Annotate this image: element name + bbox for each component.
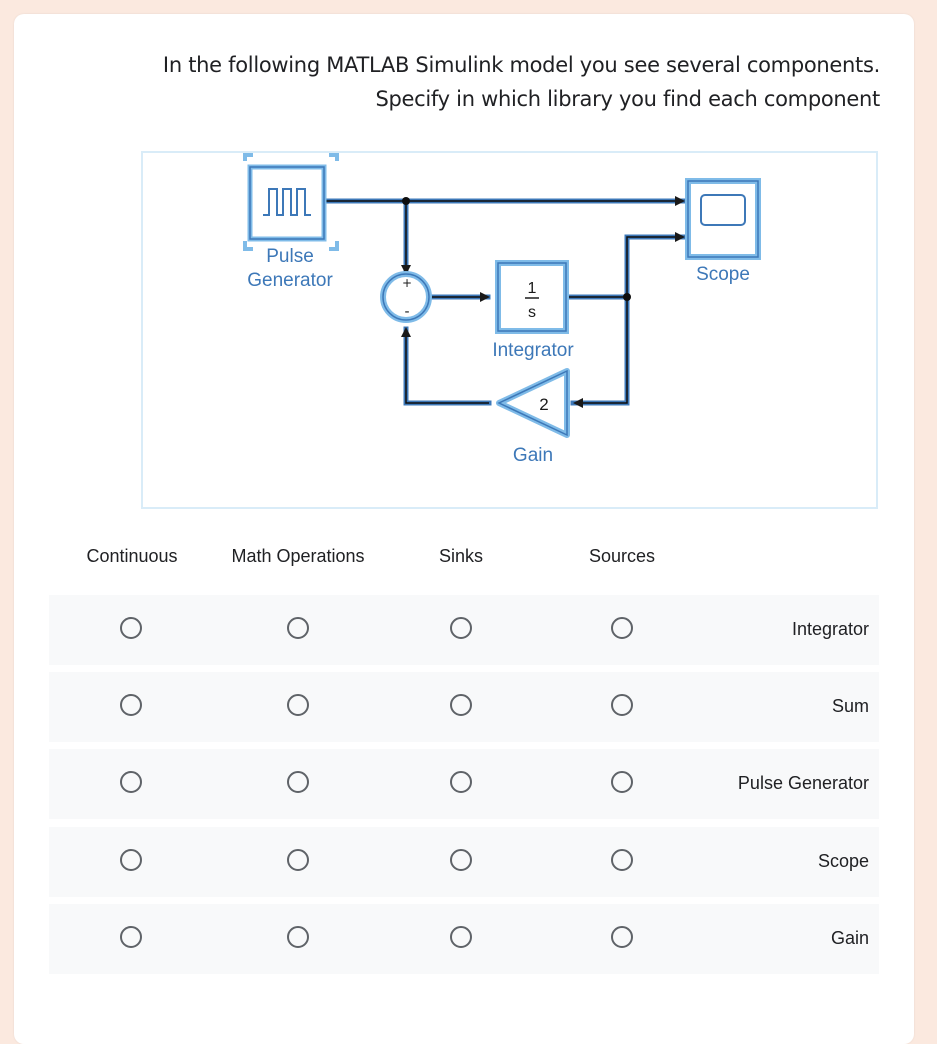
radio-pulse-generator-continuous[interactable] xyxy=(120,771,142,793)
column-header-math-operations: Math Operations xyxy=(231,546,365,566)
gain-block[interactable] xyxy=(499,371,567,435)
grid-row-sum xyxy=(49,672,879,742)
radio-sum-sources[interactable] xyxy=(611,694,633,716)
grid-row-pulse-generator xyxy=(49,749,879,819)
radio-sum-math-operations[interactable] xyxy=(287,694,309,716)
pulse-generator-block[interactable] xyxy=(245,155,337,249)
radio-scope-sources[interactable] xyxy=(611,849,633,871)
integrator-denominator: s xyxy=(528,304,536,321)
grid-row-scope xyxy=(49,827,879,897)
sum-plus-sign: + xyxy=(401,276,413,290)
question-text xyxy=(120,48,880,116)
column-header-sources: Sources xyxy=(588,546,656,566)
integrator-label: Integrator xyxy=(492,340,574,361)
row-label-gain: Gain xyxy=(830,928,869,948)
radio-sum-sinks[interactable] xyxy=(450,694,472,716)
radio-integrator-sinks[interactable] xyxy=(450,617,472,639)
scope-block[interactable] xyxy=(688,181,758,257)
simulink-diagram xyxy=(141,151,878,509)
grid-row-integrator xyxy=(49,595,879,665)
radio-pulse-generator-math-operations[interactable] xyxy=(287,771,309,793)
radio-gain-sources[interactable] xyxy=(611,926,633,948)
row-label-scope: Scope xyxy=(817,851,869,871)
grid-row-gain xyxy=(49,904,879,974)
gain-value: 2 xyxy=(539,395,549,414)
radio-scope-sinks[interactable] xyxy=(450,849,472,871)
radio-scope-continuous[interactable] xyxy=(120,849,142,871)
gain-label: Gain xyxy=(512,445,554,466)
radio-gain-sinks[interactable] xyxy=(450,926,472,948)
row-label-integrator: Integrator xyxy=(791,619,869,639)
radio-pulse-generator-sinks[interactable] xyxy=(450,771,472,793)
simulink-model-svg xyxy=(143,153,876,507)
column-header-continuous: Continuous xyxy=(86,546,178,566)
integrator-block[interactable] xyxy=(498,263,566,331)
radio-pulse-generator-sources[interactable] xyxy=(611,771,633,793)
pulse-generator-label-1: Pulse xyxy=(266,246,314,267)
row-label-sum: Sum xyxy=(831,696,869,716)
integrator-numerator: 1 xyxy=(527,280,537,297)
question-line-2: Specify in which library you find each component xyxy=(375,87,880,111)
radio-sum-continuous[interactable] xyxy=(120,694,142,716)
radio-integrator-math-operations[interactable] xyxy=(287,617,309,639)
sum-block[interactable] xyxy=(383,274,429,320)
scope-label: Scope xyxy=(696,264,750,285)
radio-scope-math-operations[interactable] xyxy=(287,849,309,871)
pulse-generator-label-2: Generator xyxy=(247,270,333,291)
column-header-sinks: Sinks xyxy=(438,546,484,566)
radio-gain-continuous[interactable] xyxy=(120,926,142,948)
radio-integrator-continuous[interactable] xyxy=(120,617,142,639)
question-line-1: In the following MATLAB Simulink model you see several components. xyxy=(162,53,880,77)
radio-integrator-sources[interactable] xyxy=(611,617,633,639)
sum-minus-sign: - xyxy=(404,304,410,320)
radio-gain-math-operations[interactable] xyxy=(287,926,309,948)
row-label-pulse-generator: Pulse Generator xyxy=(737,773,869,793)
